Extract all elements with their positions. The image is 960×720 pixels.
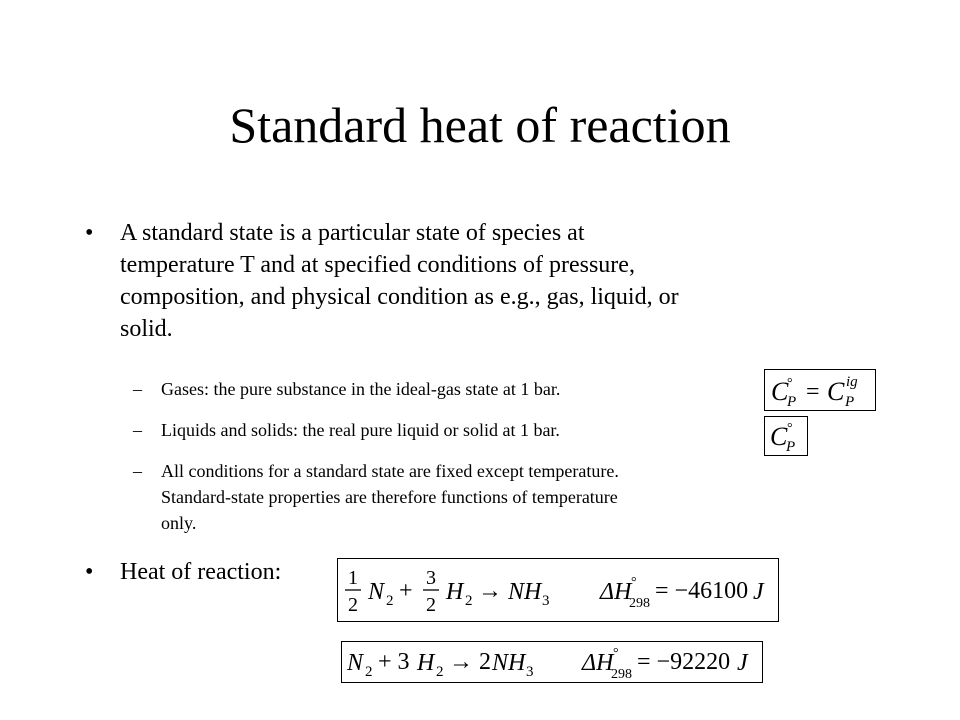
fraction-numerator: 3: [426, 567, 436, 589]
bullet-symbol: •: [85, 220, 94, 246]
bullet-line: Heat of reaction:: [120, 559, 282, 585]
subbullet-text: All conditions for a standard state are fixed except temperature.: [161, 461, 619, 481]
bullet-line: A standard state is a particular state of species at: [120, 220, 585, 246]
eq-superscript: °: [787, 376, 793, 391]
eq-superscript: °: [631, 575, 637, 590]
bullet-line: temperature T and at specified conditions of pressure,: [120, 252, 635, 278]
fraction-denominator: 2: [426, 594, 436, 616]
eq-arrow: →: [478, 578, 502, 604]
eq-species: H: [417, 650, 435, 676]
eq-species: H: [446, 579, 464, 605]
eq-subscript: 2: [365, 664, 373, 680]
eq-superscript: °: [787, 421, 793, 436]
eq-subscript: 3: [526, 664, 534, 680]
eq-delta-h: ΔH: [582, 650, 614, 676]
eq-plus: + 3: [378, 649, 410, 675]
eq-symbol: C: [770, 422, 788, 451]
eq-species: N: [368, 579, 385, 605]
eq-subscript: 2: [436, 664, 444, 680]
eq-subscript: 298: [611, 667, 632, 682]
eq-plus: +: [399, 578, 413, 604]
eq-symbol: C: [827, 377, 845, 406]
eq-arrow: → 2: [449, 649, 491, 675]
eq-subscript: 2: [465, 593, 473, 609]
equation-gas-cp-render: [765, 370, 875, 410]
subbullet-text: Gases: the pure substance in the ideal-gas state at 1 bar.: [161, 379, 561, 399]
eq-value: = −46100: [655, 578, 749, 604]
subbullet-text: Standard-state properties are therefore functions of temperature: [161, 487, 618, 507]
eq-species: NH: [492, 650, 526, 676]
eq-superscript: ig: [846, 374, 858, 390]
dash-symbol: –: [133, 461, 142, 481]
eq-symbol: C: [771, 377, 789, 406]
equation-liquid-cp-render: [765, 417, 807, 455]
eq-subscript: P: [787, 394, 797, 410]
equation-reaction-2: [341, 641, 763, 683]
eq-unit: J: [753, 579, 764, 605]
eq-species: NH: [508, 579, 542, 605]
bullet-line: composition, and physical condition as e.g., gas, liquid, or: [120, 284, 679, 310]
fraction-denominator: 2: [348, 594, 358, 616]
bullet-line: solid.: [120, 316, 173, 342]
equation-liquid-cp: [764, 416, 808, 456]
equation-reaction-2-render: [342, 642, 762, 682]
fraction-numerator: 1: [348, 567, 358, 589]
eq-superscript: °: [613, 646, 619, 661]
slide-title: Standard heat of reaction: [229, 97, 731, 153]
eq-value: = −92220: [637, 649, 731, 675]
eq-subscript: 3: [542, 593, 550, 609]
eq-unit: J: [737, 650, 748, 676]
eq-subscript: P: [786, 439, 796, 455]
equation-reaction-1: [337, 558, 779, 622]
equation-reaction-1-render: [338, 559, 778, 621]
eq-subscript: 298: [629, 596, 650, 611]
eq-species: N: [347, 650, 364, 676]
subbullet-text: only.: [161, 513, 197, 533]
eq-subscript: 2: [386, 593, 394, 609]
eq-delta-h: ΔH: [600, 579, 632, 605]
subbullet-text: Liquids and solids: the real pure liquid or solid at 1 bar.: [161, 420, 560, 440]
dash-symbol: –: [133, 379, 142, 399]
eq-subscript: P: [845, 394, 855, 410]
equation-gas-cp: [764, 369, 876, 411]
bullet-symbol: •: [85, 559, 94, 585]
eq-equals: =: [806, 379, 820, 405]
dash-symbol: –: [133, 420, 142, 440]
